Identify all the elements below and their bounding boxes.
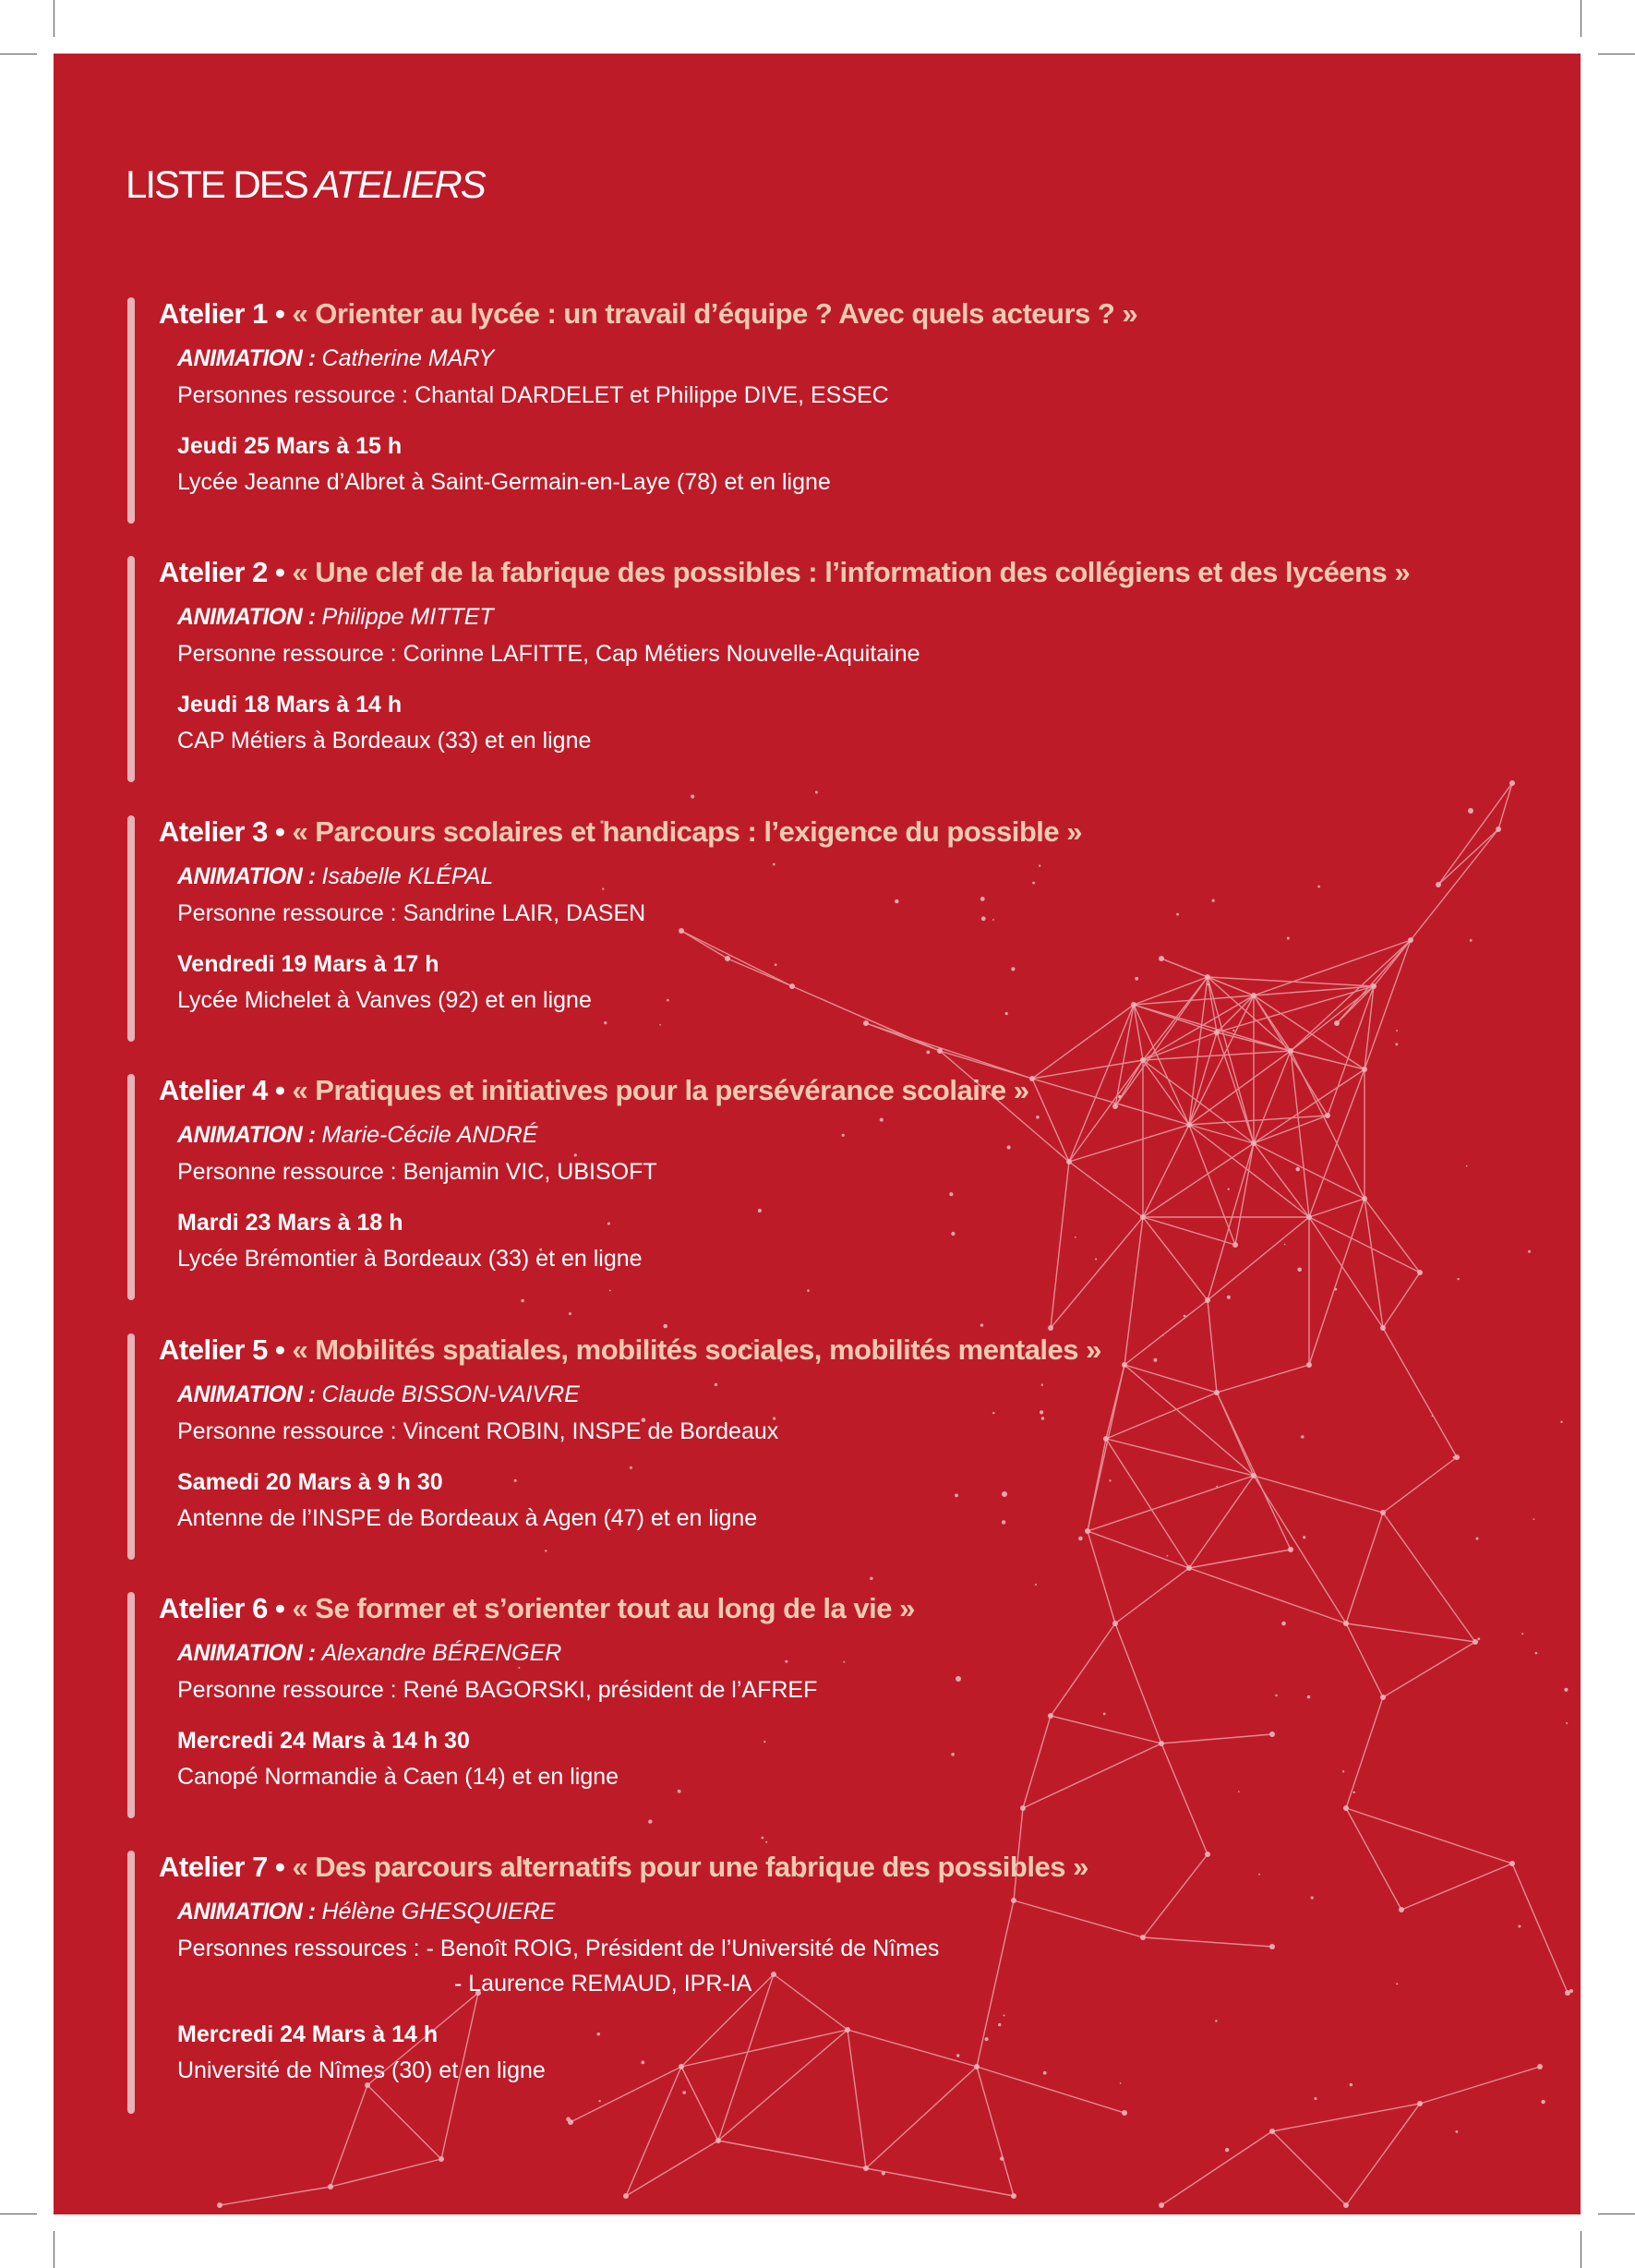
atelier-heading: Atelier 2 • « Une clef de la fabrique des possibles : l’information des collégiens et des lycéens »	[159, 556, 1411, 588]
atelier-location: Canopé Normandie à Caen (14) et en ligne	[177, 1764, 619, 1790]
atelier-theme: « Des parcours alternatifs pour une fabrique des possibles »	[292, 1851, 1088, 1883]
network-node	[1537, 2064, 1543, 2069]
atelier-animation	[177, 345, 494, 372]
network-speck	[870, 1577, 872, 1580]
atelier-animation	[177, 1899, 555, 1925]
network-node	[1343, 2202, 1349, 2208]
atelier-label: Atelier 3	[159, 815, 268, 848]
atelier-bar	[127, 815, 135, 1042]
atelier-date: Jeudi 25 Mars à 15 h	[177, 433, 403, 459]
atelier-date: Mercredi 24 Mars à 14 h	[177, 2021, 439, 2047]
atelier-location: Lycée Jeanne d’Albret à Saint-Germain-en-Laye (78) et en ligne	[177, 469, 831, 495]
atelier-heading: Atelier 1 • « Orienter au lycée : un travail d’équipe ? Avec quels acteurs ? »	[159, 297, 1138, 330]
atelier-label: Atelier 1	[159, 297, 268, 330]
atelier-heading: Atelier 7 • « Des parcours alternatifs pour une fabrique des possibles »	[159, 1851, 1088, 1883]
atelier-theme: « Orienter au lycée : un travail d’équipe ? Avec quels acteurs ? »	[292, 297, 1138, 330]
atelier-resource-second: - Laurence REMAUD, IPR-IA	[454, 1971, 752, 1997]
network-speck	[569, 1312, 571, 1315]
animation-label: ANIMATION :	[177, 1122, 316, 1148]
atelier-4	[127, 1074, 1512, 1300]
network-node	[1140, 1057, 1146, 1063]
network-speck	[1518, 1925, 1521, 1928]
atelier-bar	[127, 1333, 135, 1560]
atelier-location: Université de Nîmes (30) et en ligne	[177, 2057, 546, 2083]
page-title-main: LISTE DES	[126, 163, 307, 206]
network-node	[1288, 1048, 1293, 1054]
network-edge	[1161, 2131, 1272, 2205]
network-speck	[1395, 1044, 1398, 1046]
network-node	[1048, 1325, 1053, 1331]
network-edge	[220, 2187, 331, 2205]
animateur-name: Alexandre BÉRENGER	[321, 1640, 562, 1666]
network-node	[439, 2156, 444, 2162]
network-speck	[980, 1323, 983, 1326]
animateur-name: Philippe MITTET	[321, 604, 494, 630]
network-speck	[1528, 1250, 1531, 1253]
animation-label: ANIMATION :	[177, 345, 316, 371]
atelier-location: CAP Métiers à Bordeaux (33) et en ligne	[177, 728, 592, 754]
network-node	[937, 1048, 943, 1054]
animateur-name: Claude BISSON-VAIVRE	[321, 1381, 580, 1407]
network-node	[1269, 2129, 1275, 2134]
atelier-heading: Atelier 4 • « Pratiques et initiatives pour la persévérance scolaire »	[159, 1074, 1029, 1106]
network-speck	[663, 1324, 667, 1329]
atelier-location: Lycée Michelet à Vanves (92) et en ligne	[177, 987, 592, 1013]
network-edge	[718, 2141, 866, 2168]
atelier-label: Atelier 5	[159, 1333, 268, 1366]
atelier-7	[127, 1851, 1512, 2114]
network-edge	[626, 2141, 718, 2196]
network-edge	[1512, 1864, 1568, 1993]
atelier-date: Jeudi 18 Mars à 14 h	[177, 692, 403, 718]
atelier-3	[127, 815, 1512, 1042]
network-speck	[815, 791, 818, 794]
atelier-bar	[127, 556, 135, 782]
network-speck	[1533, 1518, 1535, 1520]
atelier-heading: Atelier 3 • « Parcours scolaires et handicaps : l’exigence du possible »	[159, 815, 1083, 848]
network-speck	[1535, 1652, 1538, 1655]
animateur-name: Marie-Cécile ANDRÉ	[321, 1122, 538, 1148]
animateur-name: Catherine MARY	[321, 345, 495, 371]
network-node	[328, 2184, 333, 2190]
atelier-theme: « Parcours scolaires et handicaps : l’exigence du possible »	[292, 815, 1083, 848]
atelier-label: Atelier 2	[159, 556, 268, 588]
atelier-resource: Personne ressource : Vincent ROBIN, INSPE de Bordeaux	[177, 1418, 779, 1444]
atelier-theme: « Une clef de la fabrique des possibles : l’information des collégiens et des lycéens »	[292, 556, 1411, 588]
atelier-resource: Personne ressource : René BAGORSKI, président de l’AFREF	[177, 1677, 818, 1703]
atelier-6	[127, 1592, 1512, 1818]
animation-label: ANIMATION :	[177, 1381, 316, 1407]
animateur-name: Isabelle KLÉPAL	[321, 863, 494, 889]
atelier-label: Atelier 6	[159, 1592, 268, 1624]
atelier-date: Vendredi 19 Mars à 17 h	[177, 951, 439, 977]
atelier-date: Mercredi 24 Mars à 14 h 30	[177, 1728, 470, 1754]
network-speck	[926, 1051, 930, 1055]
atelier-animation	[177, 1122, 537, 1149]
atelier-bar	[127, 1592, 135, 1818]
network-speck	[648, 1819, 652, 1823]
network-node	[217, 2202, 222, 2208]
atelier-location: Lycée Brémontier à Bordeaux (33) et en ligne	[177, 1246, 643, 1272]
atelier-location: Antenne de l’INSPE de Bordeaux à Agen (47) et en ligne	[177, 1505, 758, 1531]
network-edge	[866, 2168, 1014, 2196]
atelier-resource: Personnes ressources : - Benoît ROIG, Président de l’Université de Nîmes	[177, 1936, 940, 1961]
atelier-animation	[177, 604, 494, 631]
atelier-animation	[177, 1640, 561, 1667]
atelier-date: Samedi 20 Mars à 9 h 30	[177, 1469, 443, 1495]
network-node	[715, 2138, 721, 2143]
network-speck	[691, 794, 694, 798]
red-panel	[54, 54, 1581, 2214]
atelier-5	[127, 1333, 1512, 1560]
network-speck	[1035, 1584, 1037, 1586]
atelier-heading: Atelier 5 • « Mobilités spatiales, mobilités sociales, mobilités mentales »	[159, 1333, 1101, 1366]
network-speck	[566, 2117, 571, 2122]
network-speck	[1000, 2156, 1004, 2160]
atelier-theme: « Se former et s’orienter tout au long de la vie »	[292, 1592, 915, 1624]
atelier-1	[127, 297, 1512, 524]
network-speck	[1225, 2148, 1229, 2152]
page-title-accent: ATELIERS	[314, 163, 485, 206]
network-speck	[1564, 1688, 1568, 1692]
atelier-theme: « Pratiques et initiatives pour la persévérance scolaire »	[292, 1074, 1029, 1106]
atelier-resource: Personne ressource : Corinne LAFITTE, Cap Métiers Nouvelle-Aquitaine	[177, 641, 920, 667]
atelier-bar	[127, 1851, 135, 2114]
network-speck	[1566, 1722, 1568, 1724]
network-node	[1468, 808, 1473, 814]
atelier-animation	[177, 863, 493, 890]
network-speck	[1569, 1989, 1573, 1993]
atelier-animation	[177, 1381, 580, 1408]
network-speck	[1560, 1421, 1562, 1423]
atelier-heading: Atelier 6 • « Se former et s’orienter tout au long de la vie »	[159, 1592, 915, 1624]
network-node	[1186, 1565, 1192, 1571]
network-node	[1380, 1325, 1386, 1331]
network-speck	[882, 2171, 885, 2175]
animation-label: ANIMATION :	[177, 1899, 316, 1924]
network-node	[1011, 2193, 1016, 2199]
animation-label: ANIMATION :	[177, 1640, 316, 1666]
page-title	[126, 163, 485, 207]
network-edge	[331, 2159, 441, 2187]
network-speck	[1521, 1633, 1523, 1635]
atelier-label: Atelier 7	[159, 1851, 268, 1883]
network-edge	[1272, 2131, 1346, 2205]
atelier-bar	[127, 1074, 135, 1300]
network-speck	[762, 1837, 764, 1840]
atelier-label: Atelier 4	[159, 1074, 268, 1106]
atelier-date: Mardi 23 Mars à 18 h	[177, 1210, 403, 1236]
atelier-2	[127, 556, 1512, 782]
network-speck	[1456, 2130, 1459, 2133]
network-edge	[1346, 2104, 1420, 2205]
animateur-name: Hélène GHESQUIERE	[321, 1899, 556, 1924]
animation-label: ANIMATION :	[177, 604, 316, 630]
network-node	[623, 2193, 629, 2199]
animation-label: ANIMATION :	[177, 863, 316, 889]
atelier-bar	[127, 297, 135, 524]
network-speck	[1541, 2100, 1545, 2104]
network-speck	[765, 1841, 767, 1843]
atelier-theme: « Mobilités spatiales, mobilités sociales, mobilités mentales »	[292, 1333, 1101, 1366]
network-node	[863, 2165, 869, 2171]
network-node	[1159, 2202, 1164, 2208]
atelier-resource: Personne ressource : Sandrine LAIR, DASEN	[177, 900, 646, 926]
network-node	[1362, 1067, 1367, 1072]
atelier-resource: Personnes ressource : Chantal DARDELET et Philippe DIVE, ESSEC	[177, 382, 889, 408]
network-speck	[1184, 1315, 1186, 1318]
atelier-resource: Personne ressource : Benjamin VIC, UBISOFT	[177, 1159, 657, 1185]
